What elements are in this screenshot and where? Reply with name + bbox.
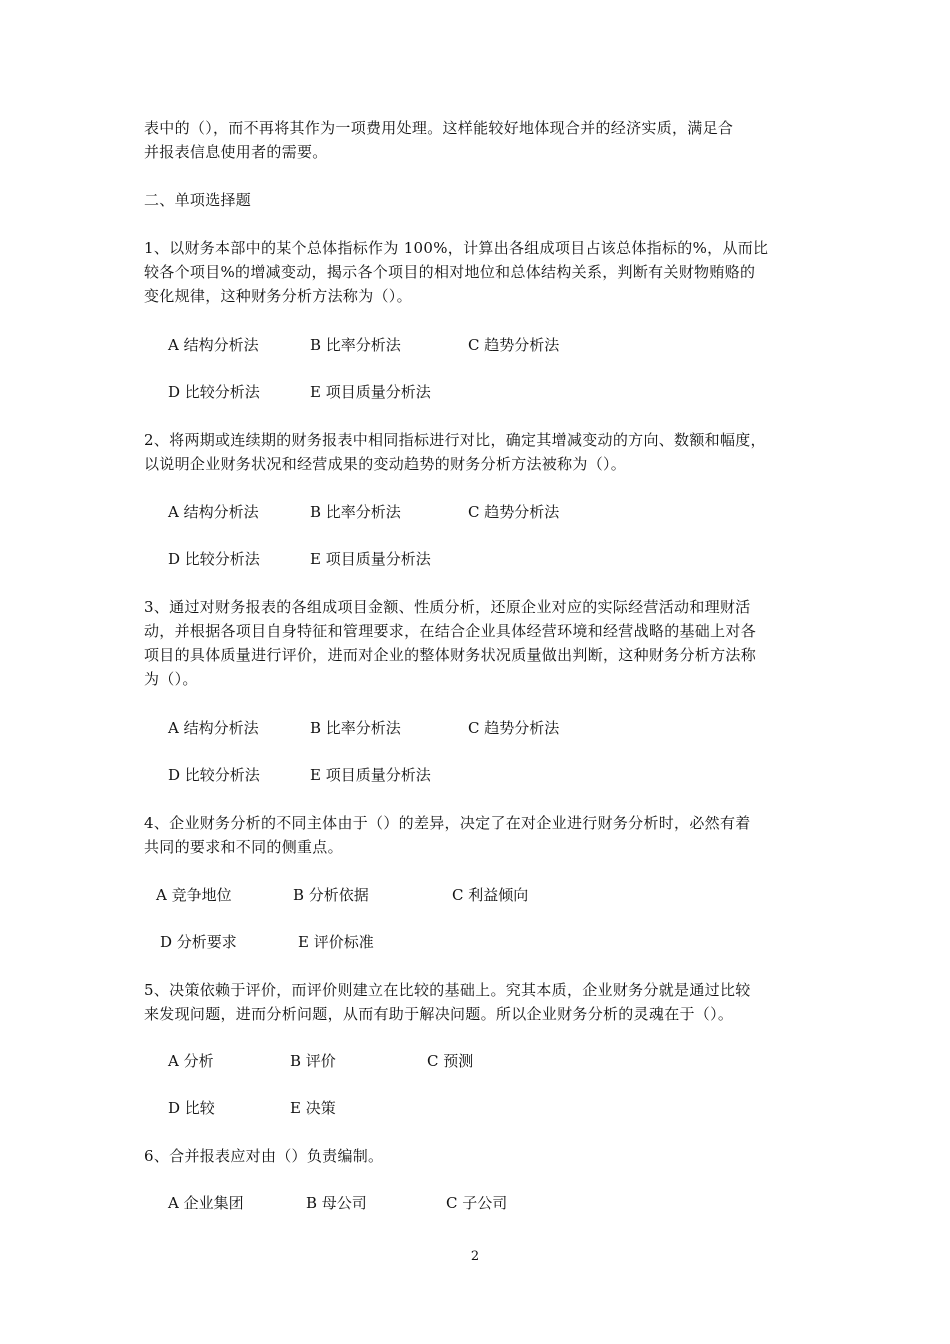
- question-1-option-c: C 趋势分析法: [468, 336, 560, 354]
- question-2-option-a: A 结构分析法: [168, 503, 259, 521]
- question-3-line-1: 3、通过对财务报表的各组成项目金额、性质分析，还原企业对应的实际经营活动和理财活: [144, 598, 751, 616]
- question-6-option-b: B 母公司: [306, 1194, 367, 1212]
- question-1-line-1: 1、以财务本部中的某个总体指标作为 100%，计算出各组成项目占该总体指标的%，从而比: [144, 239, 769, 257]
- question-4-option-a: A 竞争地位: [156, 886, 232, 904]
- question-5-line-1: 5、决策依赖于评价，而评价则建立在比较的基础上。究其本质，企业财务分就是通过比较: [144, 981, 751, 999]
- question-1-option-e: E 项目质量分析法: [310, 383, 431, 401]
- question-6-option-c: C 子公司: [446, 1194, 508, 1212]
- question-5-option-d: D 比较: [168, 1099, 215, 1117]
- question-5-option-b: B 评价: [290, 1052, 336, 1070]
- question-5-option-a: A 分析: [168, 1052, 214, 1070]
- question-2-option-c: C 趋势分析法: [468, 503, 560, 521]
- question-1-line-3: 变化规律，这种财务分析方法称为（）。: [144, 287, 412, 305]
- question-3-line-3: 项目的具体质量进行评价，进而对企业的整体财务状况质量做出判断，这种财务分析方法称: [144, 646, 757, 664]
- question-2-line-1: 2、将两期或连续期的财务报表中相同指标进行对比，确定其增减变动的方向、数额和幅度，: [144, 431, 766, 449]
- question-3-line-4: 为（）。: [144, 670, 198, 688]
- question-1-option-b: B 比率分析法: [310, 336, 401, 354]
- question-2-option-d: D 比较分析法: [168, 550, 260, 568]
- question-6-line-1: 6、合并报表应对由（）负责编制。: [144, 1147, 384, 1165]
- question-3-option-e: E 项目质量分析法: [310, 766, 431, 784]
- question-1-line-2: 较各个项目%的增减变动，揭示各个项目的相对地位和总体结构关系，判断有关财物贿赂的: [144, 263, 756, 281]
- question-4-option-e: E 评价标准: [298, 933, 374, 951]
- question-4-option-d: D 分析要求: [160, 933, 237, 951]
- page-number: 2: [470, 1249, 480, 1264]
- question-3-line-2: 动，并根据各项目自身特征和管理要求，在结合企业具体经营环境和经营战略的基础上对各: [144, 622, 757, 640]
- question-3-option-b: B 比率分析法: [310, 719, 401, 737]
- question-4-option-b: B 分析依据: [293, 886, 369, 904]
- question-1-option-d: D 比较分析法: [168, 383, 260, 401]
- question-4-line-1: 4、企业财务分析的不同主体由于（）的差异，决定了在对企业进行财务分析时，必然有着: [144, 814, 751, 832]
- question-6-option-a: A 企业集团: [168, 1194, 244, 1212]
- question-4-option-c: C 利益倾向: [452, 886, 529, 904]
- question-5-line-2: 来发现问题，进而分析问题，从而有助于解决问题。所以企业财务分析的灵魂在于（）。: [144, 1005, 734, 1023]
- question-3-option-d: D 比较分析法: [168, 766, 260, 784]
- question-5-option-e: E 决策: [290, 1099, 336, 1117]
- question-1-option-a: A 结构分析法: [168, 336, 259, 354]
- question-2-option-e: E 项目质量分析法: [310, 550, 431, 568]
- question-2-line-2: 以说明企业财务状况和经营成果的变动趋势的财务分析方法被称为（）。: [144, 455, 627, 473]
- section-title: 二、单项选择题: [144, 191, 252, 209]
- question-4-line-2: 共同的要求和不同的侧重点。: [144, 838, 343, 856]
- question-3-option-c: C 趋势分析法: [468, 719, 560, 737]
- intro-line-2: 并报表信息使用者的需要。: [144, 143, 328, 161]
- question-2-option-b: B 比率分析法: [310, 503, 401, 521]
- intro-line-1: 表中的（），而不再将其作为一项费用处理。这样能较好地体现合并的经济实质，满足合: [144, 119, 734, 137]
- question-5-option-c: C 预测: [427, 1052, 474, 1070]
- question-3-option-a: A 结构分析法: [168, 719, 259, 737]
